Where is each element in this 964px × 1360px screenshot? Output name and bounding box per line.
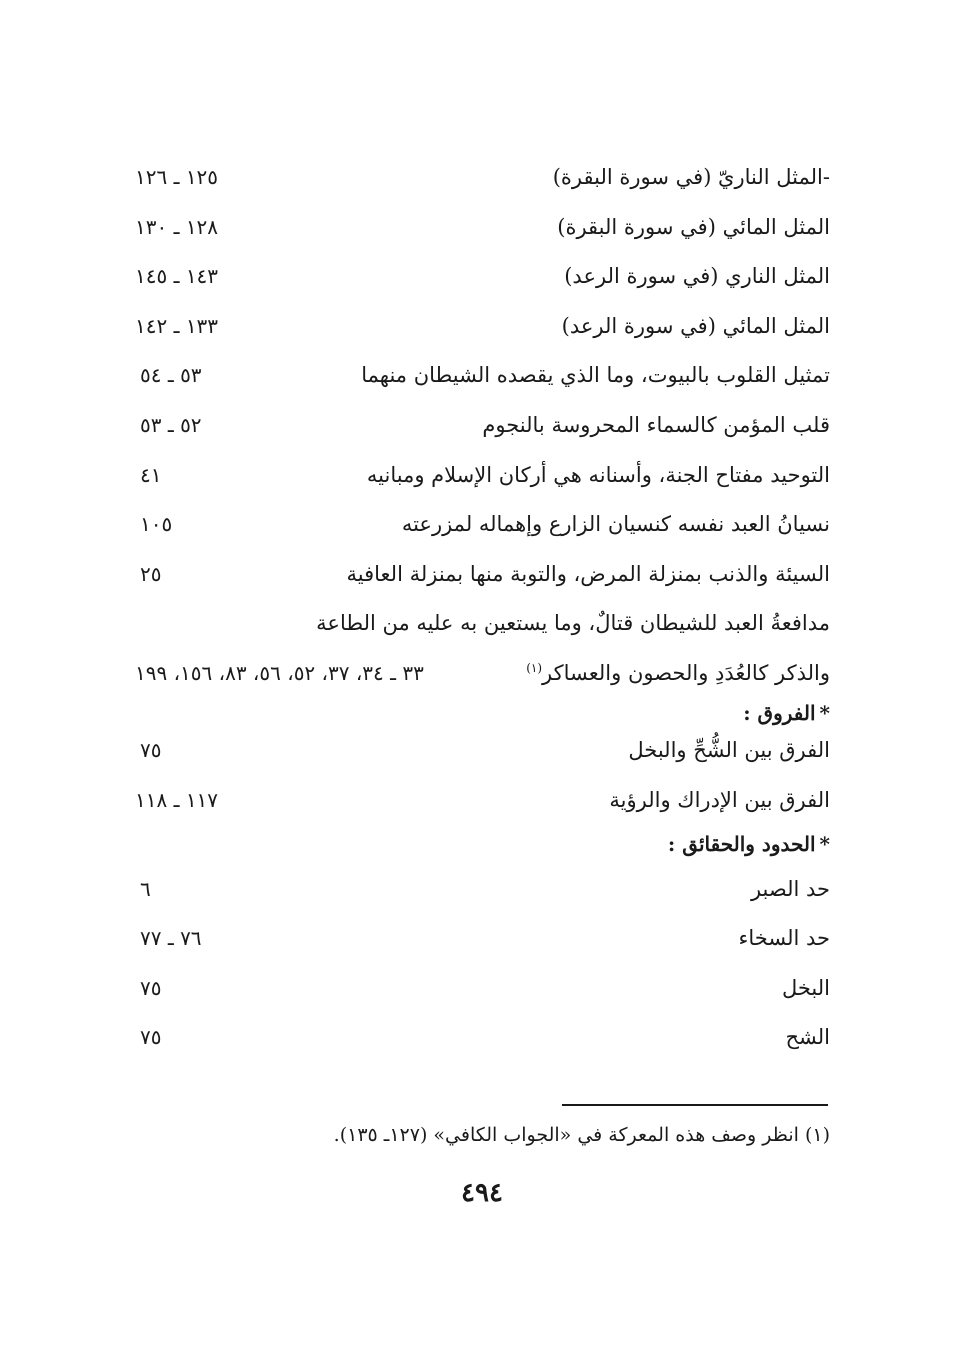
index-entry [135,458,830,492]
section-title: الحدود والحقائق : [667,832,816,856]
entry-text: البخل [781,976,830,1000]
star-bullet: * [819,832,830,856]
index-entry [135,971,830,1005]
page-number: ٤٩٤ [461,1178,503,1208]
entry-text: الشح [785,1025,830,1049]
index-entry [135,557,830,591]
entry-pages: ١٤٣ ـ ١٤٥ [135,264,219,288]
entry-pages: ٧٥ [140,1025,162,1049]
entry-pages: ٤١ [140,463,162,487]
entry-pages: ٣٣ ـ ٣٤، ٣٧، ٥٢، ٥٦، ٨٣، ١٥٦، ١٩٩ [135,661,424,685]
entry-text: -المثل الناريّ (في سورة البقرة) [552,165,830,189]
entry-text: حد السخاء [738,926,830,950]
section-title: الفروق : [743,701,816,725]
footnote-mark: (١) [526,661,543,675]
index-entry [135,160,830,194]
index-entry [135,309,830,343]
entry-text [526,661,830,685]
entry-pages: ١١٧ ـ ١١٨ [135,788,219,812]
section-heading [668,832,830,856]
entry-pages: ١٠٥ [140,512,173,536]
entry-text: المثل المائي (في سورة البقرة) [557,215,830,239]
footnote: (١) انظر وصف هذه المعركة في «الجواب الكافي» (١٢٧ـ ١٣٥). [333,1124,830,1146]
index-entry [135,507,830,541]
entry-pages: ٥٢ ـ ٥٣ [140,413,202,437]
entry-text: الفرق بين الشُّحِّ والبخل [628,738,830,762]
entry-pages: ١٣٣ ـ ١٤٢ [135,314,219,338]
entry-pages: ٢٥ [140,562,162,586]
entry-text: نسيانُ العبد نفسه كنسيان الزارع وإهماله لمزرعته [401,512,830,536]
entry-pages: ٥٣ ـ ٥٤ [140,363,202,387]
index-entry [135,358,830,392]
entry-text: المثل المائي (في سورة الرعد) [561,314,830,338]
entry-pages: ١٢٨ ـ ١٣٠ [135,215,219,239]
index-entry [135,921,830,955]
entry-text: السيئة والذنب بمنزلة المرض، والتوبة منها بمنزلة العافية [346,562,830,586]
index-entry [135,733,830,767]
section-heading-definitions [135,827,830,861]
index-entry [135,210,830,244]
entry-text: مدافعةُ العبد للشيطان قتالٌ، وما يستعين به عليه من الطاعة [316,611,830,635]
entry-text: الفرق بين الإدراك والرؤية [609,788,830,812]
section-heading-differences [135,696,830,730]
entry-pages: ٦ [140,877,151,901]
entry-text: حد الصبر [750,877,830,901]
entry-text-main: والذكر كالعُدَدِ والحصون والعساكر [542,661,830,685]
entry-text: تمثيل القلوب بالبيوت، وما الذي يقصده الشيطان منهما [361,363,830,387]
star-bullet: * [819,701,830,725]
entry-text: التوحيد مفتاح الجنة، وأسنانه هي أركان الإسلام ومبانيه [366,463,830,487]
index-entry [135,783,830,817]
index-entry [135,408,830,442]
entry-text: قلب المؤمن كالسماء المحروسة بالنجوم [482,413,830,437]
index-entry [135,656,830,690]
index-entry [135,259,830,293]
entry-pages: ١٢٥ ـ ١٢٦ [135,165,219,189]
entry-pages: ٧٥ [140,738,162,762]
section-heading [743,701,830,725]
entry-text: المثل الناري (في سورة الرعد) [564,264,830,288]
entry-pages: ٧٥ [140,976,162,1000]
index-entry [135,606,830,640]
entry-pages: ٧٦ ـ ٧٧ [140,926,202,950]
footnote-divider [562,1104,828,1106]
index-entry [135,1020,830,1054]
index-entry [135,872,830,906]
